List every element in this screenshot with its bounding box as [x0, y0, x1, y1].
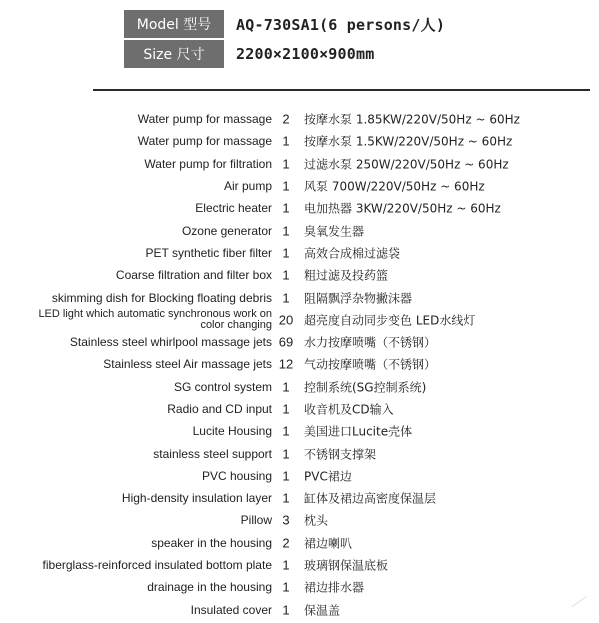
size-row — [124, 40, 374, 68]
spec-zh: 美国进口Lucite壳体 — [304, 424, 413, 439]
spec-zh: 气动按摩喷嘴（不锈钢） — [304, 357, 437, 372]
spec-zh: 控制系统(SG控制系统) — [304, 380, 427, 395]
spec-qty-value: 1 — [282, 557, 290, 573]
spec-zh: 过滤水泵 250W/220V/50Hz ~ 60Hz — [304, 157, 509, 172]
spec-row — [0, 331, 599, 353]
spec-row — [0, 219, 599, 241]
spec-qty-value: 1 — [282, 223, 290, 239]
spec-qty-value: 1 — [282, 245, 290, 261]
spec-qty-value: 1 — [282, 579, 290, 595]
spec-row — [0, 153, 599, 175]
spec-qty-value: 1 — [282, 267, 290, 283]
spec-qty-value: 1 — [282, 379, 290, 395]
spec-zh: 粗过滤及投药篮 — [304, 268, 389, 283]
spec-en: Stainless steel whirlpool massage jets — [69, 335, 272, 350]
spec-zh: 裙边排水器 — [304, 580, 365, 595]
spec-en: Electric heater — [195, 201, 272, 216]
spec-zh: 保温盖 — [304, 603, 341, 618]
spec-row — [0, 576, 599, 598]
spec-en: Ozone generator — [181, 223, 272, 238]
spec-row — [0, 532, 599, 554]
spec-row — [0, 465, 599, 487]
spec-en: drainage in the housing — [147, 580, 272, 595]
spec-qty-value: 1 — [282, 200, 290, 216]
spec-en: Stainless steel Air massage jets — [103, 357, 272, 372]
spec-row — [0, 286, 599, 308]
spec-qty-value: 1 — [282, 490, 290, 506]
spec-row — [0, 309, 599, 331]
spec-zh: 电加热器 3KW/220V/50Hz ~ 60Hz — [304, 201, 501, 216]
spec-zh: 不锈钢支撑架 — [304, 447, 377, 462]
spec-qty-value: 1 — [282, 446, 290, 462]
spec-en: SG control system — [173, 379, 272, 394]
spec-zh: 高效合成棉过滤袋 — [304, 246, 401, 261]
spec-zh: 裙边喇叭 — [304, 536, 353, 551]
spec-row — [0, 398, 599, 420]
spec-qty-value: 20 — [278, 312, 294, 328]
spec-en: Lucite Housing — [192, 424, 272, 439]
spec-en: Water pump for massage — [137, 112, 272, 127]
spec-zh: 臭氧发生器 — [304, 224, 365, 239]
spec-zh: 超亮度自动同步变色 LED水线灯 — [304, 313, 476, 328]
spec-en: PVC housing — [201, 468, 272, 483]
spec-qty-value: 1 — [282, 178, 290, 194]
spec-en: stainless steel support — [153, 446, 272, 461]
spec-row — [0, 264, 599, 286]
spec-qty-value: 1 — [282, 156, 290, 172]
spec-zh: 水力按摩喷嘴（不锈钢） — [304, 335, 437, 350]
spec-row — [0, 130, 599, 152]
spec-zh: 玻璃钢保温底板 — [304, 558, 389, 573]
spec-row — [0, 197, 599, 219]
spec-row — [0, 353, 599, 375]
spec-en: Air pump — [223, 179, 272, 194]
spec-en: Water pump for massage — [137, 134, 272, 149]
spec-en: speaker in the housing — [151, 535, 272, 550]
spec-qty-value: 2 — [282, 535, 290, 551]
spec-zh: 缸体及裙边高密度保温层 — [304, 491, 437, 506]
spec-en: Radio and CD input — [167, 402, 272, 416]
spec-qty-value: 69 — [278, 334, 294, 350]
spec-qty-value: 1 — [282, 290, 290, 306]
spec-en: Water pump for filtration — [144, 156, 272, 171]
size-value: 2200×2100×900mm — [236, 45, 375, 63]
spec-en: Coarse filtration and filter box — [115, 268, 272, 283]
spec-qty-value: 1 — [282, 602, 290, 618]
spec-row — [0, 376, 599, 398]
spec-zh: PVC裙边 — [304, 469, 352, 484]
spec-row — [0, 509, 599, 531]
spec-zh: 枕头 — [304, 513, 329, 528]
spec-row — [0, 442, 599, 464]
spec-zh: 风泵 700W/220V/50Hz ~ 60Hz — [304, 179, 485, 194]
spec-row — [0, 554, 599, 576]
spec-qty-value: 1 — [282, 133, 290, 149]
spec-row — [0, 599, 599, 621]
spec-qty-value: 2 — [282, 111, 290, 127]
spec-row — [0, 175, 599, 197]
size-tag: Size 尺寸 — [124, 40, 224, 68]
spec-en: skimming dish for Blocking floating debris — [51, 290, 272, 305]
spec-en: High-density insulation layer — [121, 491, 272, 506]
spec-en: fiberglass-reinforced insulated bottom plate — [42, 558, 272, 573]
spec-zh: 按摩水泵 1.85KW/220V/50Hz ~ 60Hz — [304, 112, 520, 127]
spec-zh: 收音机及CD输入 — [304, 402, 394, 417]
spec-row — [0, 487, 599, 509]
spec-en: LED light which automatic synchronous work on color changing — [38, 307, 272, 331]
spec-row — [0, 108, 599, 130]
spec-qty-value: 1 — [282, 401, 290, 417]
header-divider — [93, 89, 590, 91]
spec-zh: 按摩水泵 1.5KW/220V/50Hz ~ 60Hz — [304, 134, 513, 149]
spec-en: Pillow — [240, 513, 272, 528]
model-tag: Model 型号 — [124, 10, 224, 38]
model-value: AQ-730SA1(6 persons/人) — [236, 15, 446, 34]
spec-en: PET synthetic fiber filter — [145, 245, 272, 260]
model-row — [124, 10, 445, 38]
spec-qty-value: 1 — [282, 468, 290, 484]
spec-qty-value: 3 — [282, 512, 290, 528]
spec-row — [0, 420, 599, 442]
spec-en: Insulated cover — [190, 602, 272, 617]
spec-qty-value: 1 — [282, 423, 290, 439]
spec-list — [0, 108, 599, 621]
spec-row — [0, 242, 599, 264]
spec-qty-value: 12 — [278, 356, 294, 372]
spec-zh: 阻隔飘浮杂物撇沫器 — [304, 291, 413, 306]
